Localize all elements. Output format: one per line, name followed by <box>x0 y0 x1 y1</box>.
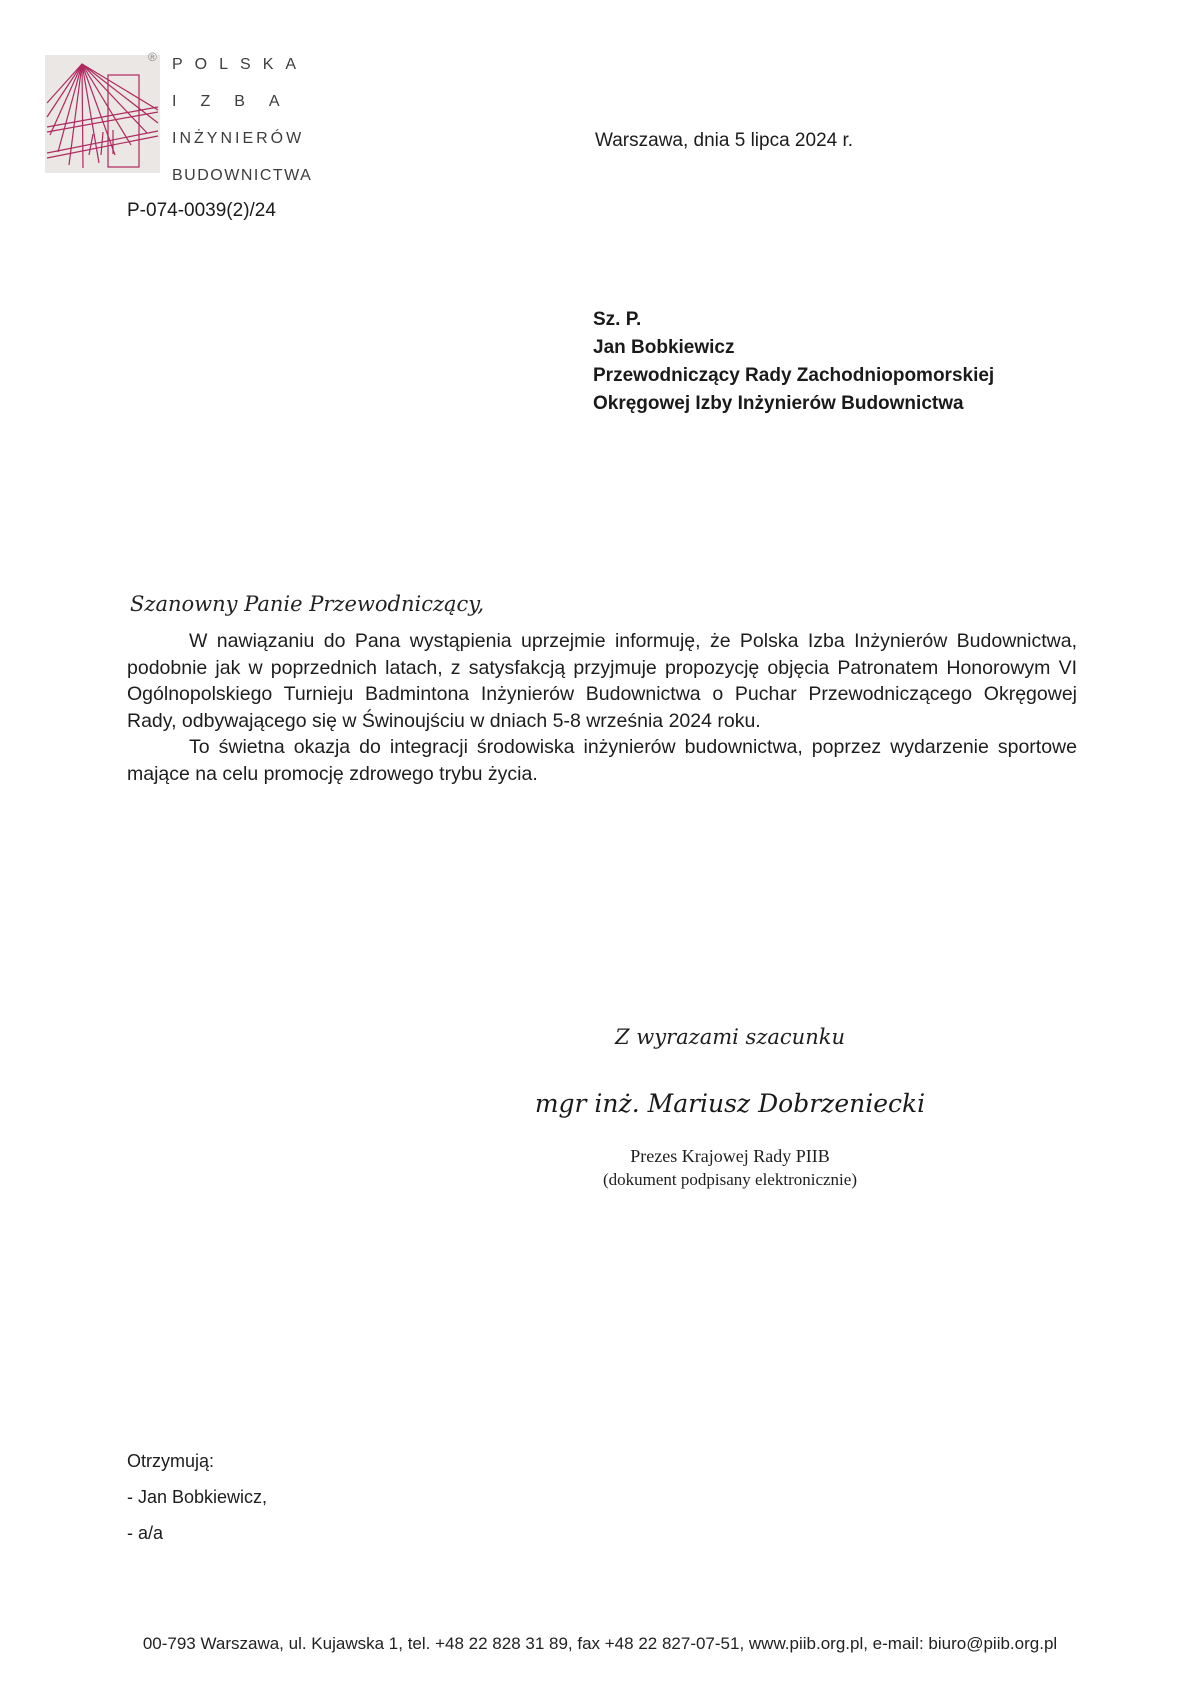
signer-title: Prezes Krajowej Rady PIIB <box>630 1146 830 1166</box>
distribution-heading: Otrzymują: <box>127 1451 215 1471</box>
logo-line-izba: IZBA <box>172 93 304 110</box>
recipient-name: Jan Bobkiewicz <box>593 337 735 358</box>
signature-block <box>520 1025 940 1190</box>
signer-name: mgr inż. Mariusz Dobrzeniecki <box>534 1089 926 1118</box>
footer-contact-line: 00-793 Warszawa, ul. Kujawska 1, tel. +48 22 828 31 89, fax +48 22 827-07-51, www.piib.org.pl, e-mail: biuro@piib.org.pl <box>142 1634 1058 1653</box>
registered-trademark-icon: ® <box>148 50 157 64</box>
distribution-item: - a/a <box>127 1523 164 1543</box>
logo-line-inzynierow: INŻYNIERÓW <box>172 130 305 147</box>
piib-bridge-logo-icon <box>45 55 160 173</box>
logo-line-budownictwa: BUDOWNICTWA <box>172 167 313 184</box>
body-paragraph-2: To świetna okazja do integracji środowiska inżynierów budownictwa, poprzez wydarzenie sportowe mające na celu promocję zdrowego trybu życia. <box>127 736 1077 785</box>
letter-body <box>127 628 1077 787</box>
logo-wordmark <box>172 46 342 194</box>
letter-salutation: Szanowny Panie Przewodniczący, <box>130 592 485 616</box>
electronic-signature-note: (dokument podpisany elektronicznie) <box>603 1170 857 1189</box>
recipient-title-line-1: Przewodniczący Rady Zachodniopomorskiej <box>593 365 995 386</box>
reference-number: P-074-0039(2)/24 <box>127 200 276 221</box>
logo-line-polska: POLSKA <box>172 56 309 73</box>
recipient-title-line-2: Okręgowej Izby Inżynierów Budownictwa <box>593 393 964 414</box>
recipient-salutation-abbr: Sz. P. <box>593 309 642 330</box>
body-paragraph-1: W nawiązaniu do Pana wystąpienia uprzejmie informuję, że Polska Izba Inżynierów Budownictwa, podobnie jak w poprzednich latach, z satysfakcją przyjmuje propozycję objęcia Patronatem Honorowym VI Ogólnopolskiego Turnieju Badmintona Inżynierów Budownictwa o Puchar Przewodniczącego Okręgowej Rady, odbywającego się w Świnoujściu w dniach 5-8 września 2024 roku. <box>127 630 1077 732</box>
closing-phrase: Z wyrazami szacunku <box>615 1025 845 1049</box>
distribution-item: - Jan Bobkiewicz, <box>127 1487 268 1507</box>
recipient-block <box>593 306 994 418</box>
distribution-list <box>127 1443 267 1551</box>
date-line: Warszawa, dnia 5 lipca 2024 r. <box>595 130 854 151</box>
